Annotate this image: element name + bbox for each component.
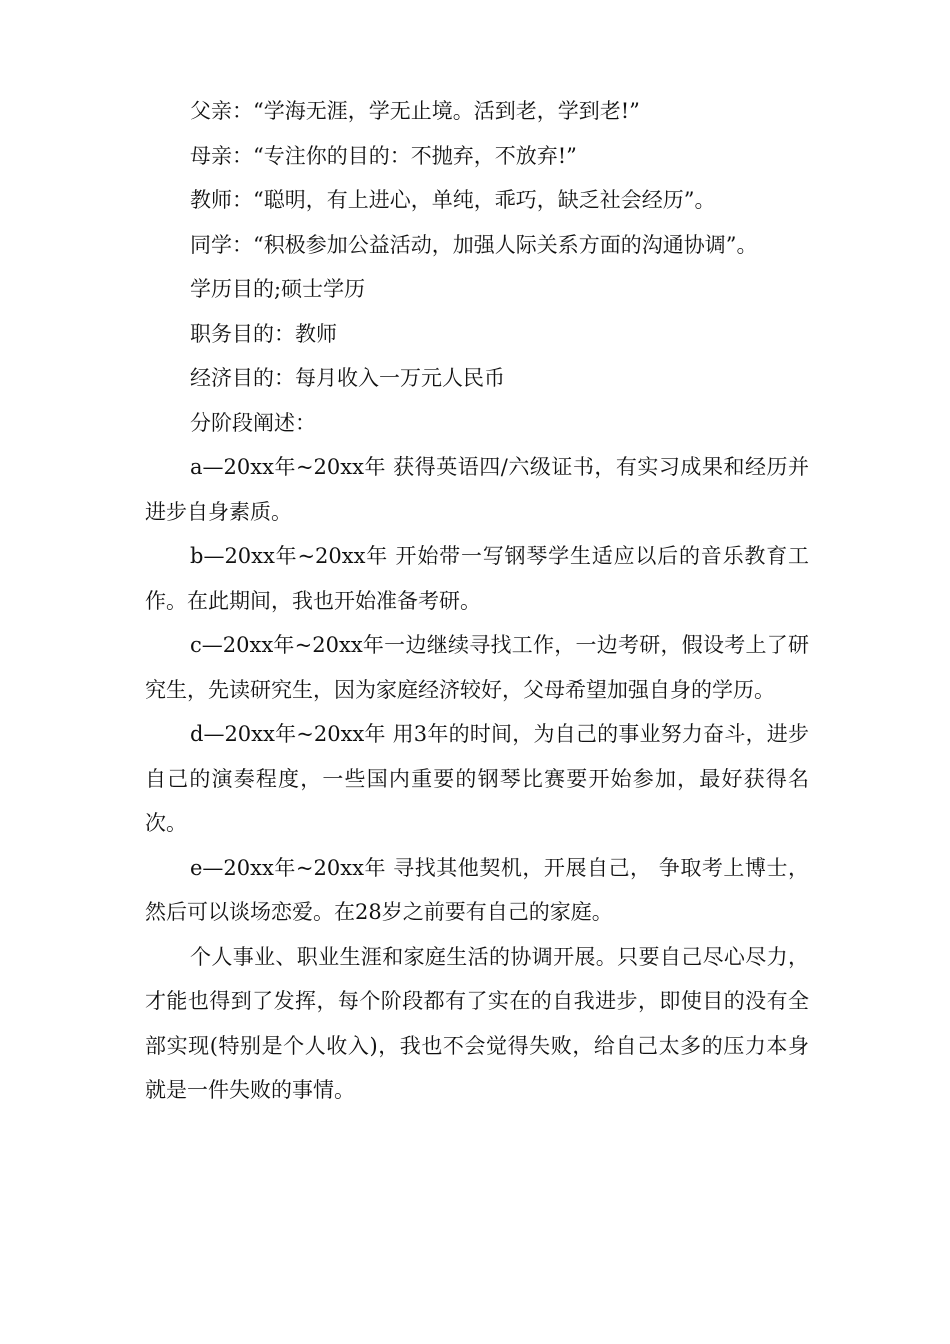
paragraph-job-goal: 职务目的：教师: [190, 321, 337, 346]
paragraph-conclusion: 个人事业、职业生涯和家庭生活的协调开展。只要自己尽心尽力，才能也得到了发挥，每个阶段都有了实在的自我进步，即使目的没有全部实现(特别是个人收入)，我也不会觉得失败，给自己太多的压力本身就是一件失败的事情。: [145, 944, 809, 1102]
paragraph-stage-d: d—20xx年~20xx年 用3年的时间，为自己的事业努力奋斗，进步自己的演奏程度，一些国内重要的钢琴比赛要开始参加，最好获得名次。: [145, 722, 809, 835]
paragraph-mother-quote: 母亲：“专注你的目的：不抛弃，不放弃!”: [190, 143, 577, 168]
paragraph-economic-goal: 经济目的：每月收入一万元人民币: [190, 366, 505, 390]
paragraph-stage-a: a—20xx年~20xx年 获得英语四/六级证书，有实习成果和经历并进步自身素质。: [145, 455, 809, 524]
paragraph-education-goal: 学历目的;硕士学历: [190, 277, 366, 301]
document-body: [145, 89, 809, 1113]
paragraph-teacher-quote: 教师：“聪明，有上进心，单纯，乖巧，缺乏社会经历”。: [190, 188, 716, 212]
paragraph-stage-b: b—20xx年~20xx年 开始带一写钢琴学生适应以后的音乐教育工作。在此期间，我也开始准备考研。: [145, 544, 809, 613]
paragraph-stages-heading: 分阶段阐述：: [190, 410, 316, 435]
paragraph-stage-e: e—20xx年~20xx年 寻找其他契机，开展自己， 争取考上博士，然后可以谈场恋爱。在28岁之前要有自己的家庭。: [145, 855, 809, 924]
paragraph-classmate-quote: 同学：“积极参加公益活动，加强人际关系方面的沟通协调”。: [190, 232, 758, 257]
paragraph-father-quote: 父亲：“学海无涯，学无止境。活到老，学到老!”: [190, 99, 640, 123]
paragraph-stage-c: c—20xx年~20xx年一边继续寻找工作，一边考研，假设考上了研究生，先读研究生，因为家庭经济较好，父母希望加强自身的学历。: [145, 633, 809, 702]
